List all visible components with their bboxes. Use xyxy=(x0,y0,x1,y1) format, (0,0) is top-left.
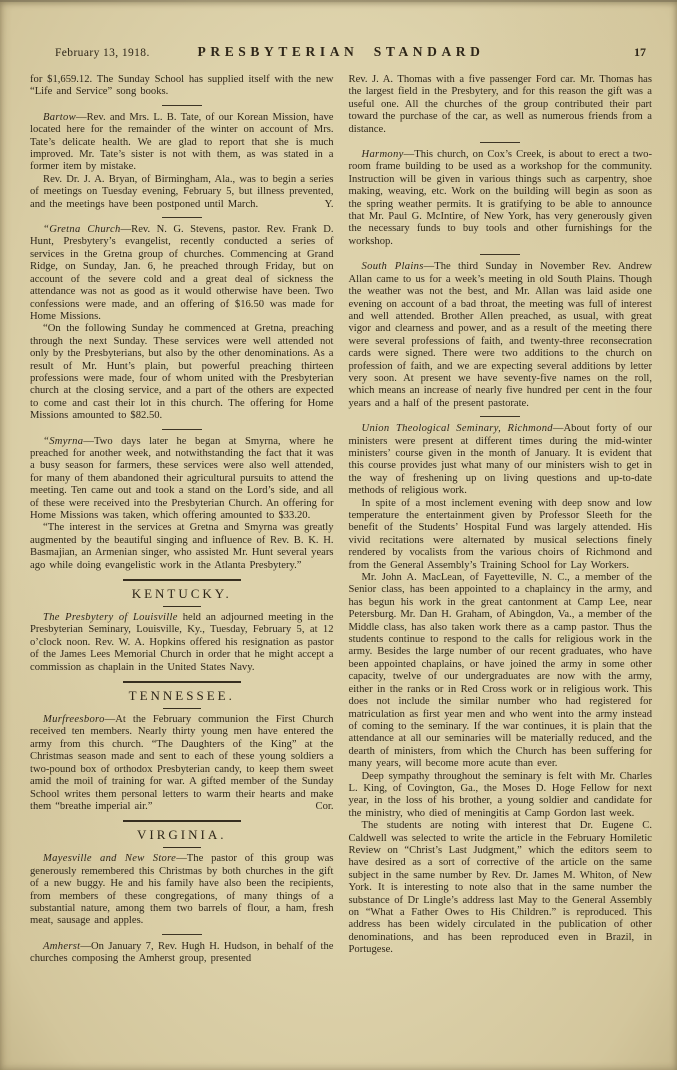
item-signature: Cor. xyxy=(315,800,334,812)
item-smyrna: “Smyrna—Two days later he began at Smyrna, where he preached for another week, and notwithstanding the fact that it was a busy season for farmers, these services were also well attended, for many of them abandoned their agricultural pursuits to attend the meeting. Ten came out and took a stand on the Lord’s side, and all of these were received into the Presbyterian Church. An offering for Home Missions was taken, which offering amounted to $33.20. xyxy=(30,435,334,521)
page-number: 17 xyxy=(634,45,646,59)
item-amherst: Amherst—On January 7, Rev. Hugh H. Hudson, in behalf of the churches composing the Amherst group, presented xyxy=(30,940,334,965)
section-heading-virginia xyxy=(30,820,334,848)
item-presbytery-of-louisville: The Presbytery of Louisville held an adjourned meeting in the Presbyterian Seminary, Louisville, Ky., Tuesday, February 5, at 12 o’clock noon. Rev. W. A. Hopkins offered his resignation as pastor of the James Lees Memorial Church in order that he might accept a commission as chaplain in the United States Navy. xyxy=(30,612,334,673)
item-uts-maclean-chaplaincy: Mr. John A. MacLean, of Fayetteville, N. C., a member of the Senior class, has been appointed to a chaplaincy in the army, and has begun his work in the great cantonment at Camp Lee, near Petersburg. Mr. Dan H. Graham, of Abingdon, Va., a member of the Middle class, has also taken work there as a camp pastor. Thus the students continue to respond to the calls for religious work in the army. Besides the large number of our recent graduates, who have been appointed chaplains, or have joined the army in some other capacity, twelve of our undergraduates are now with the army, either in the ranks or in Red Cross work or in religious work. This does not include the similar number who had registered for matriculation as first year men and who went into the army instead of coming to the seminary. If the war continues, it is plain that the attendance at all our seminaries will be materially reduced, and the dearth of ministers, from which the Church has been suffering for many years, will become more acute than ever. xyxy=(348,572,652,770)
item-smyrna-interest: “The interest in the services at Gretna and Smyrna was greatly augmented by the beautiful singing and influence of Rev. B. K. H. Basmajian, an Armenian singer, who assisted Mr. Hunt several years ago while doing evangelistic work in the Atlanta Presbytery.” xyxy=(30,522,334,571)
item-lead: Amherst xyxy=(43,940,81,952)
item-lead: “Gretna Church xyxy=(43,224,121,236)
item-gretna-church: “Gretna Church—Rev. N. G. Stevens, pastor. Rev. Frank D. Hunt, Presbytery’s evangelist, recently conducted a series of services in the Gretna group of churches. Commencing at Grand Ridge, on Sunday, Jan. 6, he preached through Friday, but on account of the severe cold and a great deal of sickness the attendance was not as good as it would otherwise have been. Two confessions were made, and an offering of $16.50 was made for Home Missions. xyxy=(30,224,334,322)
item-divider xyxy=(162,934,202,935)
issue-date: February 13, 1918. xyxy=(55,47,150,59)
item-continuation-sunday-school: for $1,659.12. The Sunday School has supplied itself with the new “Life and Service” song books. xyxy=(30,74,334,98)
item-bartow-bryan: Rev. Dr. J. A. Bryan, of Birmingham, Ala., was to begin a series of meetings on Tuesday evening, February 5, but illness prevented, and the meetings have been postponed until March. Y. xyxy=(30,173,334,210)
section-rule-above xyxy=(123,579,241,581)
item-harmony: Harmony—This church, on Cox’s Creek, is about to erect a two-room frame building to be used as a workshop for the community. Instruction will be given in various things such as carpentry, shoe making, weaving, etc. Work on the building will begin as soon as the spring weather permits. It is gratifying to be able to announce that Mr. Paul G. McIntire, of New York, has very generously given the necessary funds to buy tools and other furnishings for the workshop. xyxy=(348,149,652,247)
item-divider xyxy=(162,105,202,106)
section-rule-above xyxy=(123,681,241,683)
section-title: KENTUCKY. xyxy=(131,586,232,602)
item-uts-king-sympathy: Deep sympathy throughout the seminary is felt with Mr. Charles L. King, of Covington, Ga., the Moses D. Hoge Fellow for next year, in the loss of his brother, a young soldier and candidate for the ministry, who died of meningitis at Camp Gordon last week. xyxy=(348,770,652,819)
item-divider xyxy=(480,254,520,255)
item-gretna-church-following: “On the following Sunday he commenced at Gretna, preaching through the next Sunday. These services were well attended not only by the Presbyterians, but also by the other denominations. As a result of Mr. Hunt’s plain, but powerful preaching thirteen professions were made, four of whom united with the Presbyterian church at the closing service, and a part of the others are expected to come and cast their lot in this church. The offering for Home Missions amounted to $82.50. xyxy=(30,323,334,422)
column-right xyxy=(349,74,653,966)
item-lead: “Smyrna xyxy=(43,435,84,447)
section-rule-below xyxy=(163,606,201,607)
item-divider xyxy=(480,142,520,143)
publication-title: PRESBYTERIAN STANDARD xyxy=(197,44,485,59)
item-mayesville-and-new-store: Mayesville and New Store—The pastor of this group was generously remembered this Christmas by both churches in the gift of a new buggy. He and his family have also been the recipients, from members of these congregations, of many things of a substantial nature, among them two barrels of flour, a ham, fresh meat, sausage and apples. xyxy=(30,853,334,927)
item-lead: Murfreesboro xyxy=(43,714,105,726)
item-divider xyxy=(162,217,202,218)
item-signature: Y. xyxy=(324,198,334,210)
item-lead: Union Theological Seminary, Richmond xyxy=(361,423,553,435)
item-amherst-continuation: Rev. J. A. Thomas with a five passenger Ford car. Mr. Thomas has the largest field in the Presbytery, and for this reason the gift was a useful one. All the churches of the group contributed their part toward the purchase of the car, as well as numerous friends from a distance. xyxy=(348,74,652,135)
item-lead: Mayesville and New Store xyxy=(43,853,177,865)
item-south-plains: South Plains—The third Sunday in November Rev. Andrew Allan came to us for a week’s meeting in old South Plains. Though the weather was not the best, and Mr. Allan was laid aside one evening on account of a bad throat, the meeting was full of interest and well attended. Brother Allen preached, as usual, with great vigor and clearness and power, and as a result of the meeting there were several professions of faith, and twenty-three reconsecration cards were signed. There were two additions to the church on profession of faith, and we are expecting several additions by letter very soon. At present we have seventy-five names on the roll, which means an increase of nearly five hundred per cent in the four years and a half of the present pastorate. xyxy=(348,261,652,409)
item-murfreesboro: Murfreesboro—At the February communion the First Church received ten members. Nearly thirty young men have entered the army from this church. “The Daughters of the King” at the Christmas season made and sent to each of these young soldiers a two-pound box of orthodox Presbyterian candy, to keep them sweet amid the moil of training for war. A gifted member of the Sunday School writes them personal letters to warm their hearts and make them “breathe imperial air.” Cor. xyxy=(30,714,334,812)
section-heading-tennessee xyxy=(30,681,334,709)
section-rule-below xyxy=(163,847,201,848)
section-title: VIRGINIA. xyxy=(137,827,227,843)
column-left xyxy=(30,74,334,966)
section-title: TENNESSEE. xyxy=(128,688,235,704)
item-union-theological-seminary-richmond: Union Theological Seminary, Richmond—About forty of our ministers were present at different times during the mid-winter ministers’ course given in the month of January. It is evident that this course provides just what many of our ministers wish to get in the way of freshening up on living questions and up-to-date methods of religious work. xyxy=(348,423,652,497)
section-rule-below xyxy=(163,708,201,709)
item-lead: The Presbytery of Louisville xyxy=(43,612,178,624)
item-lead: South Plains xyxy=(361,261,424,273)
item-lead: Harmony xyxy=(361,149,404,161)
item-divider xyxy=(480,416,520,417)
item-uts-sleeth-entertainment: In spite of a most inclement evening with deep snow and low temperature the entertainment given by Professor Sleeth for the benefit of the Students’ Hospital Fund was largely attended. His vivid recitations were alternated by musical selections finely rendered by vocalists from the various choirs of Richmond and from the General Assembly’s Training School for Lay Workers. xyxy=(348,497,652,571)
item-lead: Bartow xyxy=(43,111,76,123)
section-heading-kentucky xyxy=(30,579,334,607)
content-columns xyxy=(30,74,652,966)
item-bartow: Bartow—Rev. and Mrs. L. B. Tate, of our Korean Mission, have located here for the remainder of the winter on account of Mrs. Tate’s delicate health. We are glad to report that she is much improved. Mr. Tate’s sister is not with them, as was stated in a former item by mistake. xyxy=(30,111,334,173)
item-divider xyxy=(162,429,202,430)
item-uts-caldwell-article: The students are noting with interest that Dr. Eugene C. Caldwell was selected to write the article in the February Homiletic Review on “Christ’s Last Judgment,” which the editors seem to have desired as a sort of corrective of the article on the same subject in the same number by Rev. Dr. James M. Whiton, of New York. It is interesting to note also that in the same number the substance of Dr Lingle’s address last May to the General Assembly on “What a Father Owes to His Children.” is reproduced. This address has been widely circulated in the publication of other denominations, and has been reproduced even in Brazil, in Portugese. xyxy=(348,820,652,956)
masthead xyxy=(30,44,652,60)
section-rule-above xyxy=(123,820,241,822)
